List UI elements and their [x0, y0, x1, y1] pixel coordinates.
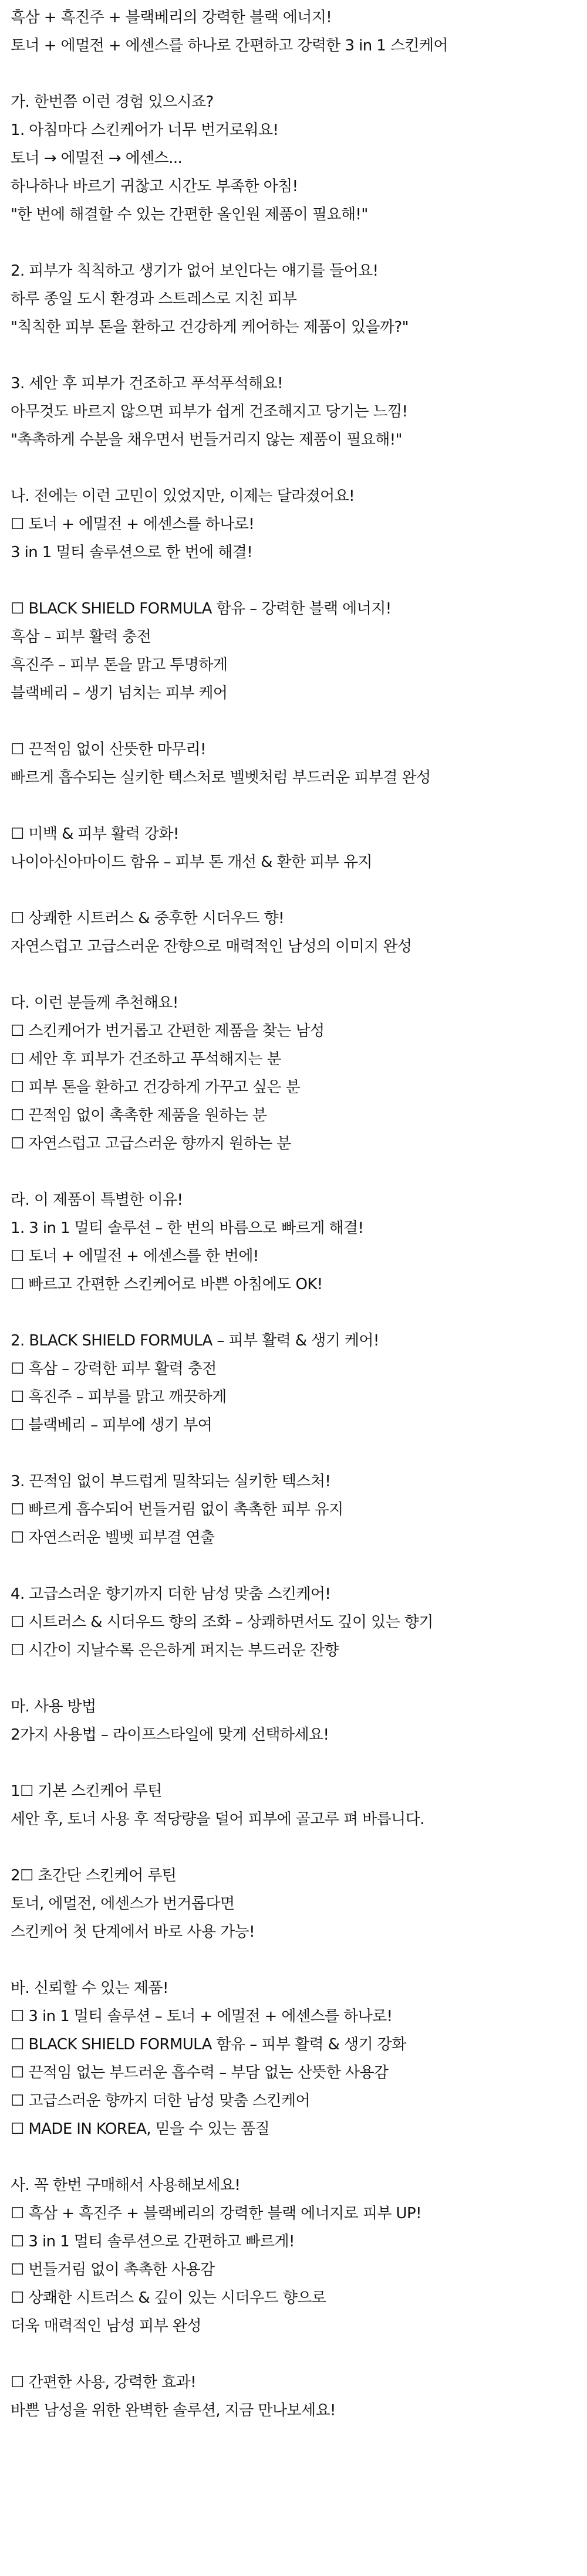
- text-line: 토너, 에멀전, 에센스가 번거롭다면: [11, 1895, 235, 1913]
- text-line: 마. 사용 방법: [11, 1698, 96, 1716]
- text-line: ☐ 흑삼 + 흑진주 + 블랙베리의 강력한 블랙 에너지로 피부 UP!: [11, 2205, 421, 2222]
- blank-spacer: [11, 2340, 587, 2368]
- text-line: 1☐ 기본 스킨케어 루틴: [11, 1782, 162, 1800]
- text-line: ☐ 끈적임 없이 촉촉한 제품을 원하는 분: [11, 1107, 267, 1124]
- text-line: ☐ 고급스러운 향까지 더한 남성 맞춤 스킨케어: [11, 2092, 310, 2110]
- text-line: 라. 이 제품이 특별한 이유!: [11, 1191, 183, 1209]
- text-line: ☐ 빠르게 흡수되어 번들거림 없이 촉촉한 피부 유지: [11, 1501, 343, 1519]
- blank-spacer: [11, 341, 587, 370]
- text-line: ☐ 3 in 1 멀티 솔루션으로 간편하고 빠르게!: [11, 2233, 295, 2250]
- text-line: 가. 한번쯤 이런 경험 있으시죠?: [11, 93, 214, 111]
- text-line: ☐ BLACK SHIELD FORMULA 함유 – 피부 활력 & 생기 강화: [11, 2036, 406, 2053]
- text-line: 2. 피부가 칙칙하고 생기가 없어 보인다는 얘기를 들어요!: [11, 262, 379, 280]
- blank-spacer: [11, 2143, 587, 2171]
- text-line: ☐ 간편한 사용, 강력한 효과!: [11, 2374, 197, 2391]
- text-line: 나. 전에는 이런 고민이 있었지만, 이제는 달라졌어요!: [11, 487, 355, 505]
- text-line: ☐ BLACK SHIELD FORMULA 함유 – 강력한 블랙 에너지!: [11, 600, 392, 618]
- text-line: 4. 고급스러운 향기까지 더한 남성 맞춤 스킨케어!: [11, 1585, 331, 1603]
- blank-spacer: [11, 229, 587, 257]
- text-line: ☐ 흑삼 – 강력한 피부 활력 충전: [11, 1360, 217, 1378]
- text-line: 2가지 사용법 – 라이프스타일에 맞게 선택하세요!: [11, 1726, 329, 1744]
- blank-spacer: [11, 1439, 587, 1467]
- text-line: ☐ 끈적임 없이 산뜻한 마무리!: [11, 741, 206, 758]
- text-line: 블랙베리 – 생기 넘치는 피부 케어: [11, 684, 228, 702]
- text-line: ☐ 미백 & 피부 활력 강화!: [11, 825, 179, 843]
- text-line: ☐ 자연스러운 벨벳 피부결 연출: [11, 1529, 215, 1547]
- text-line: 나이아신아마이드 함유 – 피부 톤 개선 & 환한 피부 유지: [11, 853, 372, 871]
- text-line: 토너 → 에멀전 → 에센스...: [11, 150, 183, 167]
- text-line: 바. 신뢰할 수 있는 제품!: [11, 1980, 168, 1997]
- text-line: 1. 3 in 1 멀티 솔루션 – 한 번의 바름으로 빠르게 해결!: [11, 1219, 364, 1237]
- text-line: ☐ 피부 톤을 환하고 건강하게 가꾸고 싶은 분: [11, 1079, 301, 1096]
- text-line: "촉촉하게 수분을 채우면서 번들거리지 않는 제품이 필요해!": [11, 431, 402, 449]
- text-line: 흑삼 – 피부 활력 충전: [11, 628, 151, 646]
- blank-spacer: [11, 1158, 587, 1186]
- text-line: 토너 + 에멀전 + 에센스를 하나로 간편하고 강력한 3 in 1 스킨케어: [11, 37, 448, 55]
- text-line: ☐ 세안 후 피부가 건조하고 푸석해지는 분: [11, 1050, 281, 1068]
- text-line: 1. 아침마다 스킨케어가 너무 번거로워요!: [11, 121, 279, 139]
- text-line: 바쁜 남성을 위한 완벽한 솔루션, 지금 만나보세요!: [11, 2402, 336, 2419]
- blank-spacer: [11, 60, 587, 88]
- text-line: ☐ MADE IN KOREA, 믿을 수 있는 품질: [11, 2120, 270, 2138]
- text-line: 3. 세안 후 피부가 건조하고 푸석푸석해요!: [11, 375, 284, 392]
- text-line: 2☐ 초간단 스킨케어 루틴: [11, 1867, 177, 1884]
- blank-spacer: [11, 1299, 587, 1327]
- text-line: ☐ 끈적임 없는 부드러운 흡수력 – 부담 없는 산뜻한 사용감: [11, 2064, 389, 2082]
- text-line: 하루 종일 도시 환경과 스트레스로 지친 피부: [11, 290, 297, 308]
- text-line: 아무것도 바르지 않으면 피부가 쉽게 건조해지고 당기는 느낌!: [11, 403, 408, 421]
- text-line: ☐ 시간이 지날수록 은은하게 퍼지는 부드러운 잔향: [11, 1642, 339, 1659]
- text-line: 더욱 매력적인 남성 피부 완성: [11, 2317, 201, 2335]
- blank-spacer: [11, 792, 587, 820]
- text-line: 3 in 1 멀티 솔루션으로 한 번에 해결!: [11, 544, 253, 561]
- text-line: ☐ 토너 + 에멀전 + 에센스를 하나로!: [11, 516, 255, 533]
- text-line: 스킨케어 첫 단계에서 바로 사용 가능!: [11, 1923, 255, 1941]
- text-line: ☐ 자연스럽고 고급스러운 향까지 원하는 분: [11, 1135, 291, 1153]
- text-line: 하나하나 바르기 귀찮고 시간도 부족한 아침!: [11, 178, 298, 195]
- text-line: ☐ 번들거림 없이 촉촉한 사용감: [11, 2261, 215, 2279]
- blank-spacer: [11, 707, 587, 735]
- text-line: ☐ 상쾌한 시트러스 & 중후한 시더우드 향!: [11, 910, 284, 927]
- blank-spacer: [11, 1833, 587, 1862]
- blank-spacer: [11, 876, 587, 904]
- text-line: 사. 꼭 한번 구매해서 사용해보세요!: [11, 2177, 241, 2194]
- blank-spacer: [11, 1749, 587, 1777]
- blank-spacer: [11, 1946, 587, 1974]
- blank-spacer: [11, 567, 587, 595]
- text-line: 자연스럽고 고급스러운 잔향으로 매력적인 남성의 이미지 완성: [11, 938, 412, 955]
- text-line: 3. 끈적임 없이 부드럽게 밀착되는 실키한 텍스처!: [11, 1473, 331, 1490]
- text-line: "칙칙한 피부 톤을 환하고 건강하게 케어하는 제품이 있을까?": [11, 318, 409, 336]
- text-line: ☐ 블랙베리 – 피부에 생기 부여: [11, 1416, 212, 1434]
- text-line: ☐ 3 in 1 멀티 솔루션 – 토너 + 에멀전 + 에센스를 하나로!: [11, 2008, 393, 2025]
- text-line: 2. BLACK SHIELD FORMULA – 피부 활력 & 생기 케어!: [11, 1332, 379, 1350]
- text-line: 흑진주 – 피부 톤을 맑고 투명하게: [11, 656, 228, 674]
- blank-spacer: [11, 1665, 587, 1693]
- text-line: ☐ 시트러스 & 시더우드 향의 조화 – 상쾌하면서도 깊이 있는 향기: [11, 1614, 433, 1631]
- text-line: ☐ 스킨케어가 번거롭고 간편한 제품을 찾는 남성: [11, 1022, 325, 1040]
- blank-spacer: [11, 454, 587, 482]
- text-line: 빠르게 흡수되는 실키한 텍스처로 벨벳처럼 부드러운 피부결 완성: [11, 769, 431, 787]
- text-line: ☐ 빠르고 간편한 스킨케어로 바쁜 아침에도 OK!: [11, 1276, 323, 1293]
- text-line: ☐ 흑진주 – 피부를 맑고 깨끗하게: [11, 1388, 227, 1406]
- text-line: ☐ 토너 + 에멀전 + 에센스를 한 번에!: [11, 1248, 259, 1265]
- text-line: 세안 후, 토너 사용 후 적당량을 덜어 피부에 골고루 펴 바릅니다.: [11, 1811, 424, 1828]
- text-line: 다. 이런 분들께 추천해요!: [11, 994, 178, 1012]
- text-line: ☐ 상쾌한 시트러스 & 깊이 있는 시더우드 향으로: [11, 2289, 326, 2307]
- blank-spacer: [11, 1552, 587, 1580]
- blank-spacer: [11, 961, 587, 989]
- text-line: 흑삼 + 흑진주 + 블랙베리의 강력한 블랙 에너지!: [11, 9, 332, 26]
- text-line: "한 번에 해결할 수 있는 간편한 올인원 제품이 필요해!": [11, 206, 368, 223]
